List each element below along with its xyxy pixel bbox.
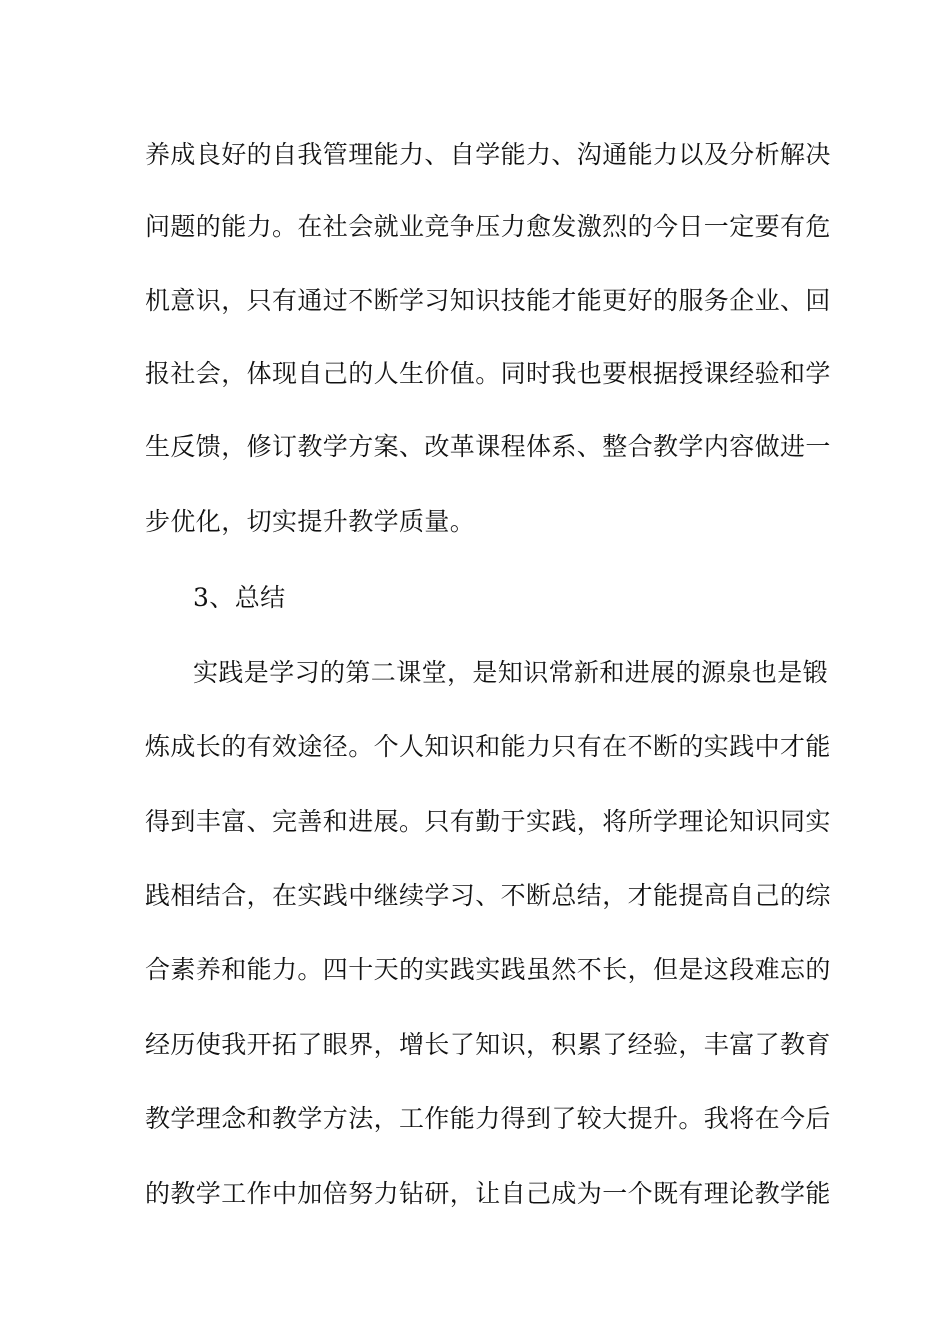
paragraph-line: 机意识，只有通过不断学习知识技能才能更好的服务企业、回 xyxy=(145,286,831,315)
paragraph-line: 炼成长的有效途径。个人知识和能力只有在不断的实践中才能 xyxy=(145,732,831,761)
paragraph-line: 教学理念和教学方法，工作能力得到了较大提升。我将在今后 xyxy=(145,1104,831,1133)
paragraph-line: 养成良好的自我管理能力、自学能力、沟通能力以及分析解决 xyxy=(145,140,831,169)
paragraph-line: 践相结合，在实践中继续学习、不断总结，才能提高自己的综 xyxy=(145,881,831,910)
paragraph-line: 经历使我开拓了眼界，增长了知识，积累了经验，丰富了教育 xyxy=(145,1030,831,1059)
paragraph-line: 的教学工作中加倍努力钻研，让自己成为一个既有理论教学能 xyxy=(145,1179,831,1208)
paragraph-line: 步优化，切实提升教学质量。 xyxy=(145,507,476,536)
paragraph-line: 合素养和能力。四十天的实践实践虽然不长，但是这段难忘的 xyxy=(145,955,831,984)
paragraph-line: 实践是学习的第二课堂，是知识常新和进展的源泉也是锻 xyxy=(193,658,829,687)
paragraph-line: 生反馈，修订教学方案、改革课程体系、整合教学内容做进一 xyxy=(145,432,831,461)
section-heading: 3、总结 xyxy=(193,583,286,612)
paragraph-line: 报社会，体现自己的人生价值。同时我也要根据授课经验和学 xyxy=(145,359,831,388)
paragraph-line: 问题的能力。在社会就业竞争压力愈发激烈的今日一定要有危 xyxy=(145,212,831,241)
paragraph-line: 得到丰富、完善和进展。只有勤于实践，将所学理论知识同实 xyxy=(145,807,831,836)
